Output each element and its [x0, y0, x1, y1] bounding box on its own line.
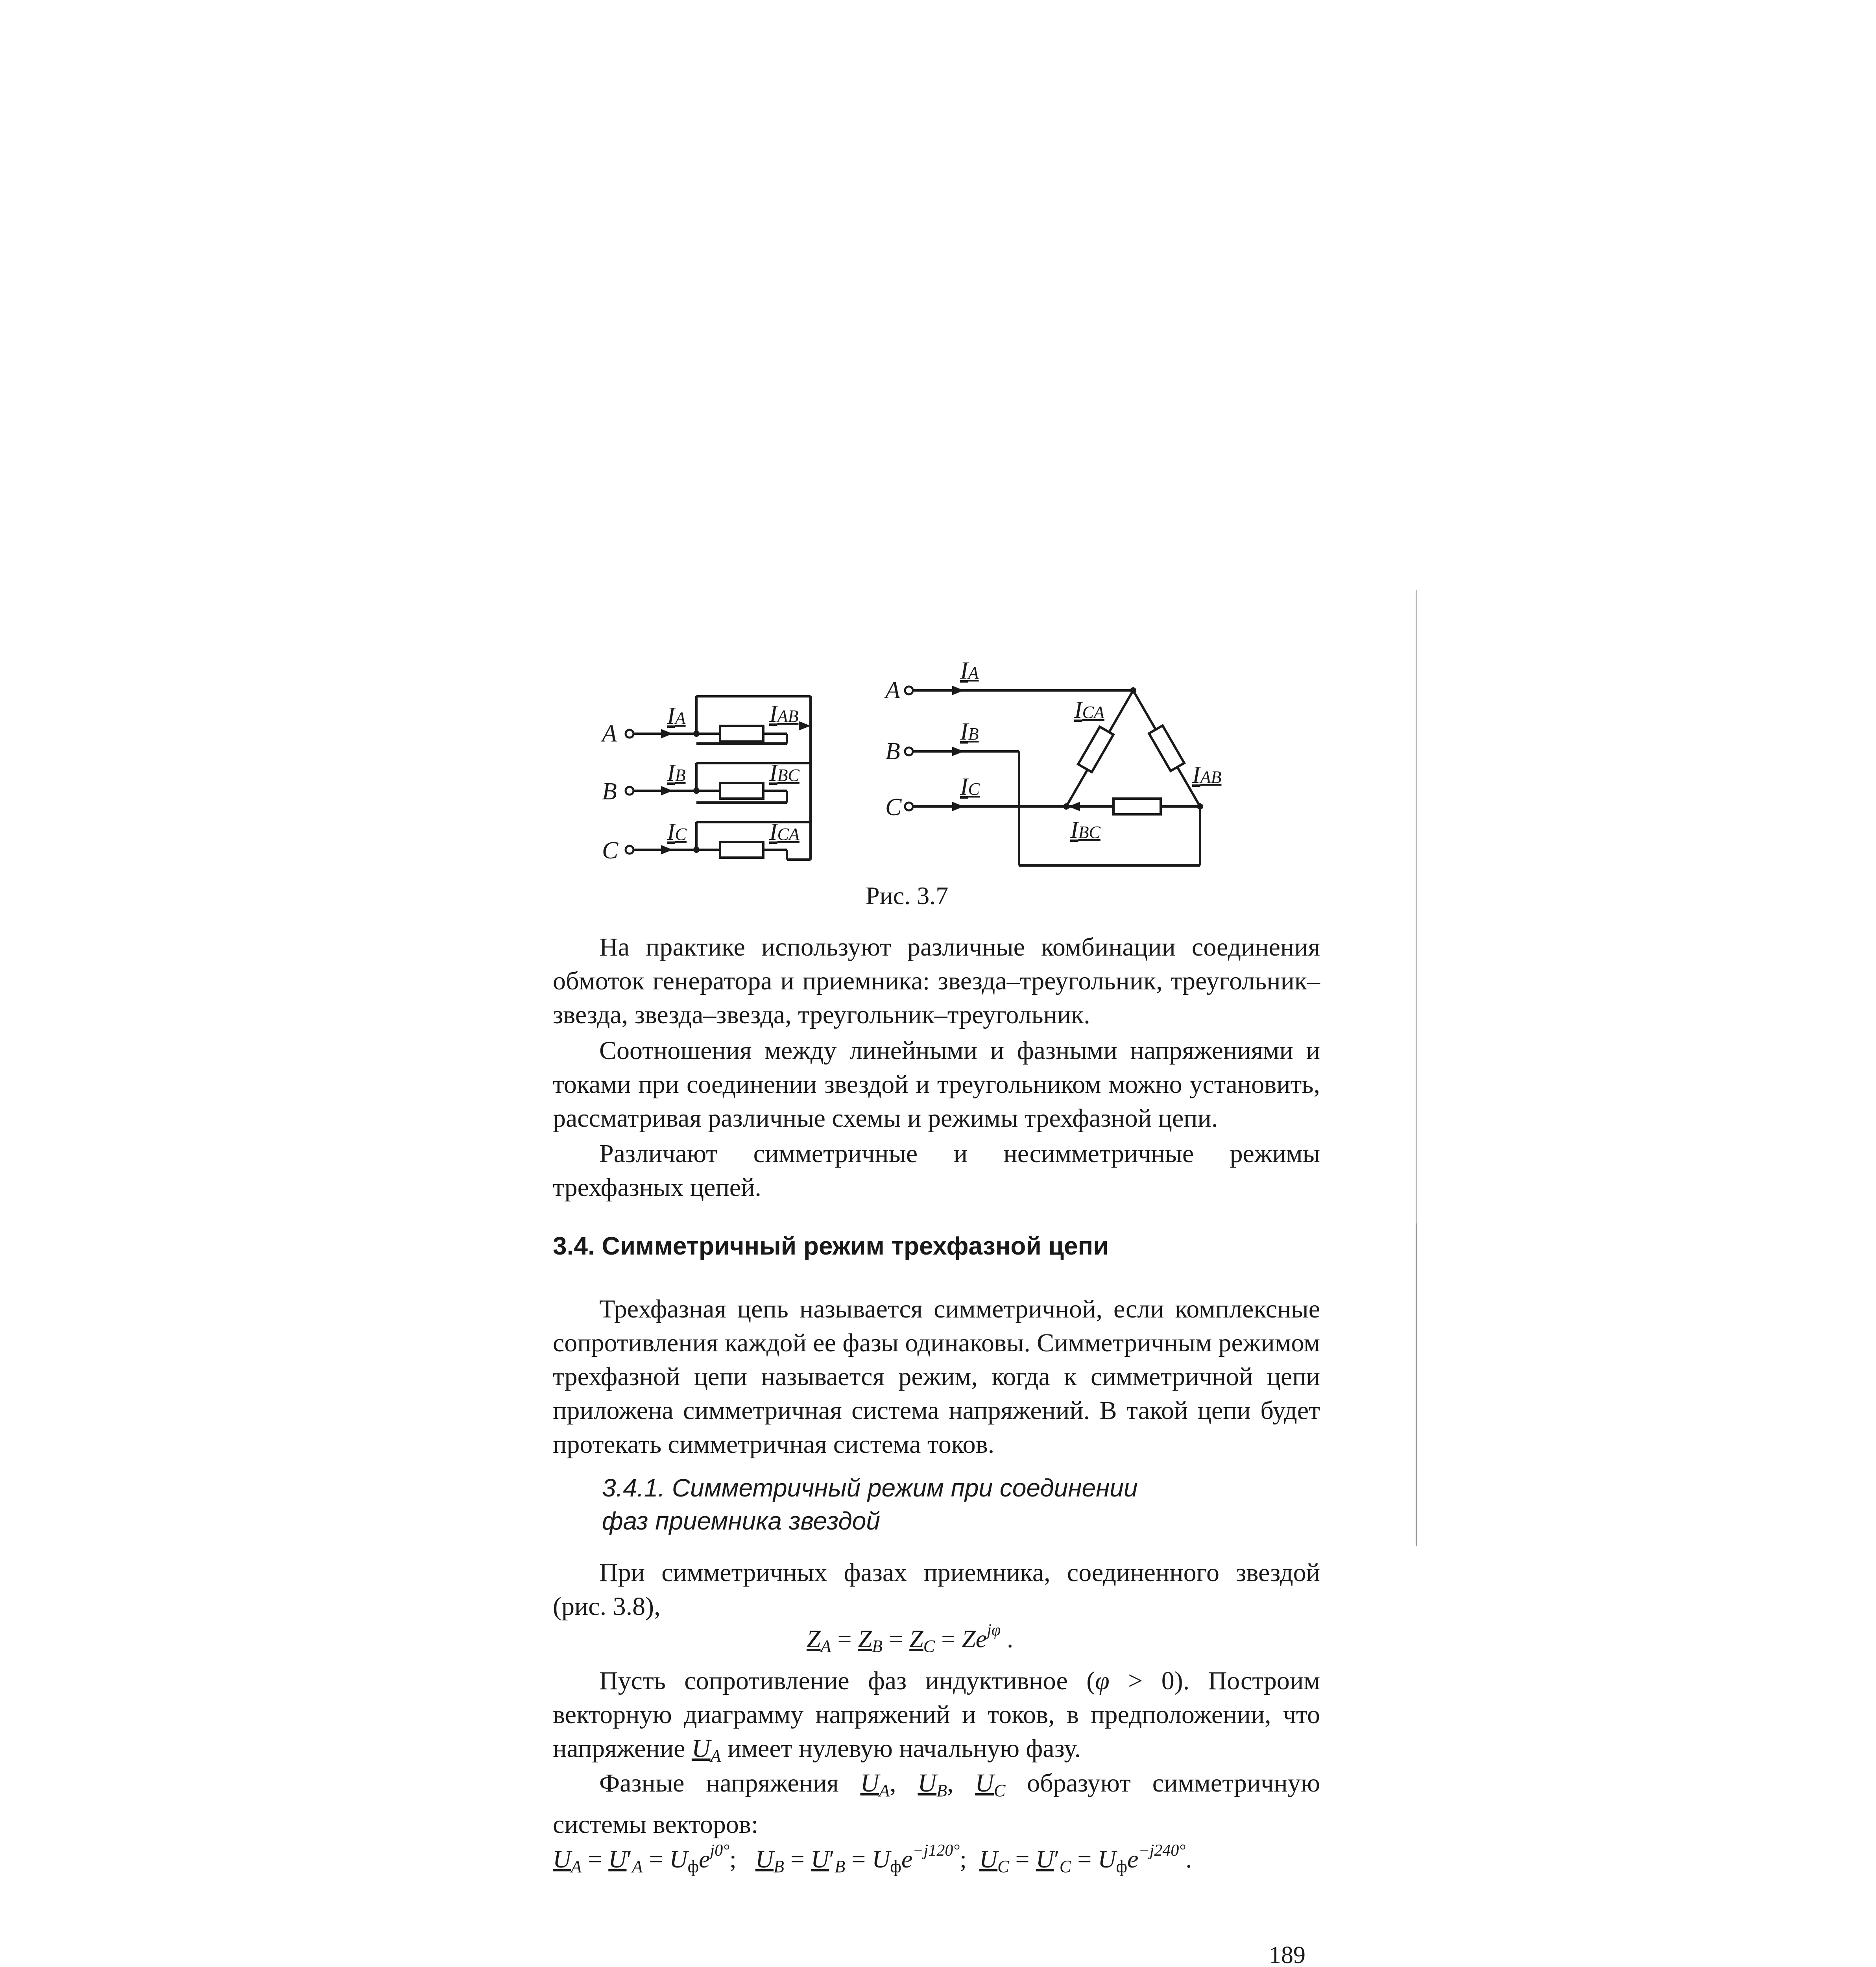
left-node-c: C [602, 837, 619, 864]
right-i-a: IA [960, 657, 979, 684]
left-i-ab: IAB [769, 701, 799, 727]
left-node-b: B [602, 778, 617, 805]
figure-3-7 [602, 645, 1283, 877]
right-i-c: IC [960, 773, 980, 800]
left-i-bc: IBC [769, 760, 800, 786]
formula-impedance: $Z_A = Z_B = Z_C = Ze^{j\varphi}$ . [807, 1621, 1014, 1656]
left-i-b: IB [667, 760, 686, 786]
scan-edge-line [1416, 1223, 1417, 1546]
right-node-c: C [885, 794, 902, 821]
formula-phase-voltages: $U_A = U'_A = U_фe^{j0^\circ}$; $U_B = U'_B = U_фe^{-j120^\circ}$; $U_C = U'_C = U_фe^{-j240^\circ}$. [553, 1842, 1192, 1876]
right-node-a: A [885, 677, 900, 704]
right-i-ca: ICA [1074, 697, 1104, 723]
left-node-a: A [602, 720, 617, 747]
right-i-bc: IBC [1070, 817, 1100, 843]
left-i-ca: ICA [769, 819, 800, 845]
paragraph-1: На практике используют различные комбинации соединения обмоток генератора и приемника: звезда–треугольник, треугольник–звезда, звезда–звезда, треугольник–треугольник. [553, 933, 1320, 1029]
paragraph-4: Трехфазная цепь называется симметричной, если комплексные сопротивления каждой ее фазы одинаковы. Симметричным режимом трехфазной цепи называется режим, когда к симметричной цепи приложена симметричная система напряжений. В такой цепи будет протекать симметричная система токов. [553, 1295, 1320, 1459]
left-i-a: IA [667, 703, 686, 729]
paragraph-2: Соотношения между линейными и фазными напряжениями и токами при соединении звездой и треугольником можно установить, рассматривая различные схемы и режимы трехфазной цепи. [553, 1036, 1320, 1133]
right-i-ab: IAB [1192, 762, 1222, 788]
paragraph-6: Пусть сопротивление фаз индуктивное (φ > 0). Построим векторную диаграмму напряжений и токов, в предположении, что напряжение $U_A$ имеет нулевую начальную фазу. [553, 1666, 1320, 1766]
page-number: 189 [1269, 1942, 1305, 1967]
section-heading: 3.4. Симметричный режим трехфазной цепи [553, 1232, 1109, 1260]
right-i-b: IB [960, 718, 979, 745]
right-node-b: B [885, 738, 900, 765]
paragraph-3: Различают симметричные и несимметричные режимы трехфазных цепей. [553, 1139, 1320, 1202]
figure-caption: Рис. 3.7 [866, 882, 949, 910]
subsection-heading: 3.4.1. Симметричный режим при соединении фаз приемника звездой [602, 1474, 1138, 1535]
paragraph-5: При симметричных фазах приемника, соединенного звездой (рис. 3.8), [553, 1558, 1320, 1621]
paragraph-7: Фазные напряжения $U_A$, $U_B$, $U_C$ образуют симметричную системы векторов: [553, 1769, 1320, 1839]
left-i-c: IC [667, 819, 687, 845]
